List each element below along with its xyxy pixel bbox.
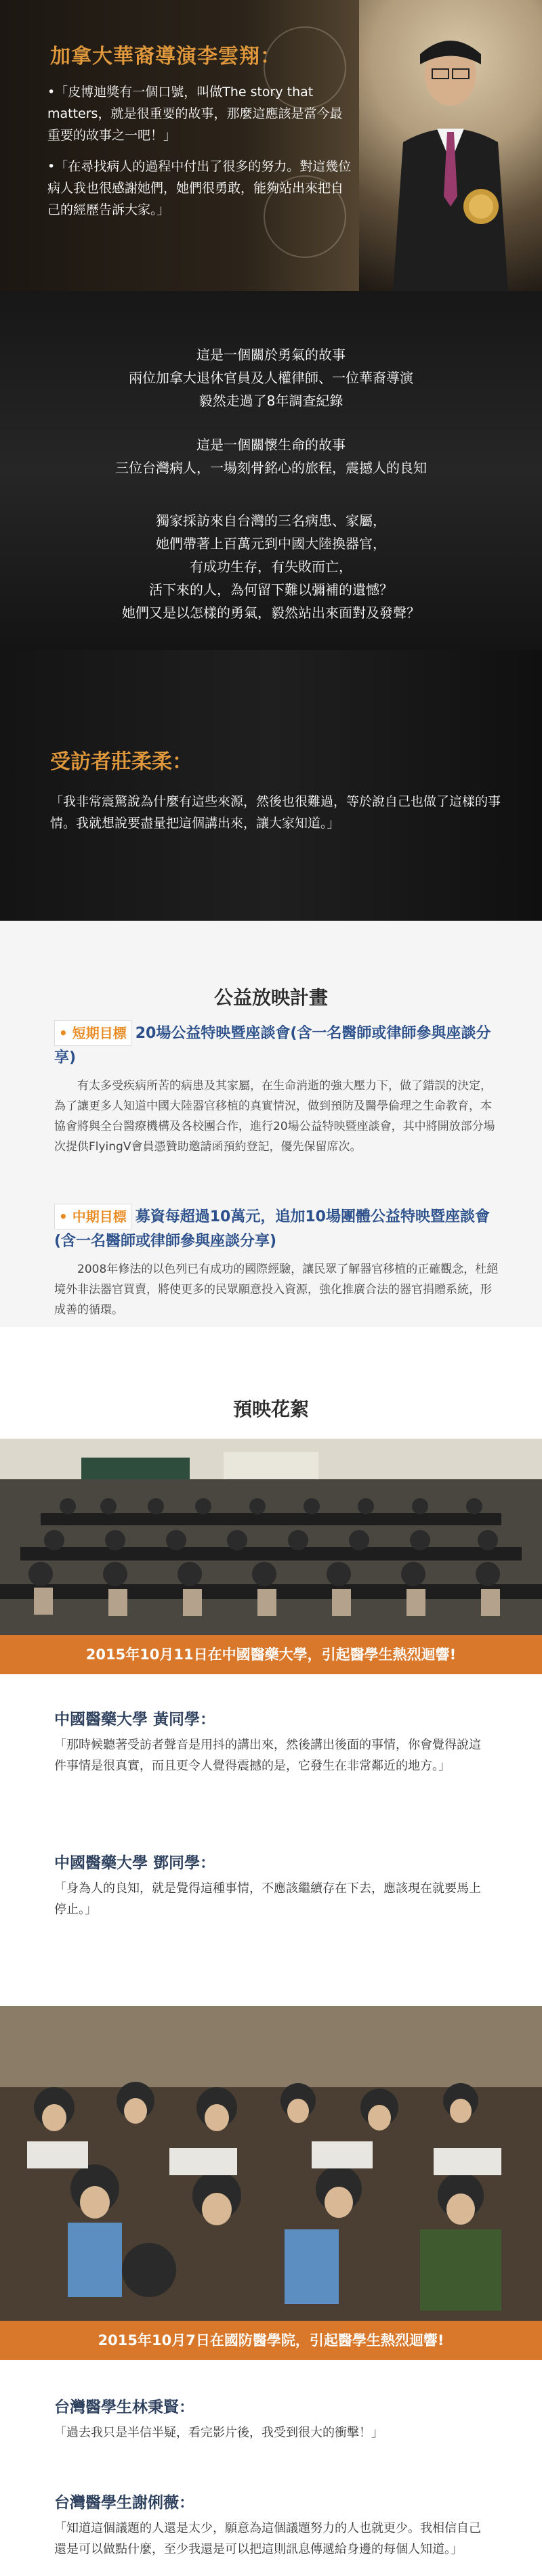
director-quotes [47,81,352,230]
lecture-hall-photo [0,1439,542,1635]
story-line: 她們又是以怎樣的勇氣，毅然站出來面對及發聲？ [122,605,420,621]
student-name: 台灣醫學生林秉賢： [54,2399,194,2416]
student-name: 中國醫藥大學 鄧同學： [54,1854,216,1872]
interviewee-quote: 「我非常震驚說為什麼有這些來源，然後也很難過，等於說自己也做了這樣的事情。我就想說要盡量把這個講出來，讓大家知道。」 [50,794,501,831]
mid-term-goal-body: 2008年修法的以色列已有成功的國際經驗，讓民眾了解器官移植的正確觀念，杜絕境外非法器官買賣，將使更多的民眾願意投入資源，強化推廣合法的器官捐贈系統，形成善的循環。 [54,1263,499,1317]
short-term-goal-text: 20場公益特映暨座談會(含一名醫師或律師參與座談分享) [54,1025,491,1066]
student-name: 中國醫藥大學 黃同學： [54,1711,216,1728]
director-photo [359,0,542,291]
director-section [0,0,542,291]
interviewee-section [0,650,542,921]
student-name: 台灣醫學生謝俐薇： [54,2494,194,2512]
student-quote-text: 「那時候聽著受訪者聲音是用抖的講出來，然後講出後面的事情，你會覺得說這件事情是很真實，而且更令人覺得震撼的是，它發生在非常鄰近的地方。」 [54,1738,481,1773]
story-line: 這是一個關懷生命的故事 [196,437,346,453]
story-line: 活下來的人，為何留下難以彌補的遺憾？ [149,582,393,598]
director-quote-2: •「在尋找病人的過程中付出了很多的努力。對這幾位病人我也很感謝她們，她們很勇敢，能夠站出來把自己的經歷告訴大家。」 [47,159,352,217]
director-heading: 加拿大華裔導演李雲翔： [50,45,281,68]
short-term-goal [54,1020,501,1157]
student-quote-text: 「身為人的良知，就是覺得這種事情，不應該繼續存在下去，應該現在就要馬上停止。」 [54,1881,481,1917]
story-line: 獨家採訪來自台灣的三名病患、家屬， [156,512,386,529]
mid-term-badge: • 中期目標 [54,1204,131,1229]
story-line: 她們帶著上百萬元到中國大陸換器官， [156,536,386,552]
story-paragraph-interviews [0,509,542,624]
classroom-illustration [0,2006,542,2321]
mid-term-goal [54,1204,501,1320]
story-line: 毅然走過了8年調查紀錄 [199,393,343,409]
story-line: 這是一個關於勇氣的故事 [196,347,346,363]
student-quote-text: 「知道這個議題的人還是太少，願意為這個議題努力的人也就更少。我相信自己還是可以做點什麼，至少我還是可以把這則訊息傳遞給身邊的每個人知道。」 [54,2521,481,2556]
short-term-badge: • 短期目標 [54,1020,131,1046]
director-quote-1: •「皮博迪獎有一個口號，叫做The story that matters，就是很重要的故事，那麼這應該是當今最重要的故事之一吧！」 [47,85,343,143]
director-figure [379,27,522,291]
screening-plan-section [0,921,542,1327]
story-line: 有成功生存，有失敗而亡， [190,559,352,575]
preview-title: 預映花絮 [232,1398,309,1420]
student-quote [54,2395,488,2443]
student-quote [54,1707,488,1776]
plan-title: 公益放映計畫 [213,986,328,1009]
story-section [0,291,542,650]
story-line: 兩位加拿大退休官員及人權律師、一位華裔導演 [129,370,413,386]
short-term-goal-heading [54,1020,501,1070]
story-paragraph-courage [0,343,542,412]
mid-term-goal-heading [54,1204,501,1254]
story-paragraph-life [0,433,542,479]
student-quote-text: 「過去我只是半信半疑，看完影片後，我受到很大的衝擊！」 [54,2426,383,2440]
story-line: 三位台灣病人，一場刻骨銘心的旅程，震撼人的良知 [115,460,427,476]
mid-term-goal-text: 募資每超過10萬元，追加10場團體公益特映暨座談會(含一名醫師或律師參與座談分享) [54,1208,490,1250]
screening-banner-1: 2015年10月11日在中國醫藥大學，引起醫學生熱烈迴響! [0,1635,542,1674]
lecture-hall-illustration [0,1439,542,1635]
classroom-photo [0,2006,542,2321]
screening-banner-2: 2015年10月7日在國防醫學院，引起醫學生熱烈迴響! [0,2321,542,2360]
student-quote [54,1850,488,1920]
student-quote [54,2490,488,2560]
preview-section [0,1327,542,2576]
interviewee-heading: 受訪者莊柔柔： [50,750,192,774]
short-term-goal-body: 有太多受疾病所苦的病患及其家屬，在生命消逝的強大壓力下，做了錯誤的決定，為了讓更多人知道中國大陸器官移植的真實情況，做到預防及醫學倫理之生命教育，本協會將與全台醫療機構及各校團合作，進行20場公益特映暨座談會，其中將開放部分場次提供FlyingV會員憑贊助邀請函預約登記，優先保留席次。 [54,1079,495,1154]
